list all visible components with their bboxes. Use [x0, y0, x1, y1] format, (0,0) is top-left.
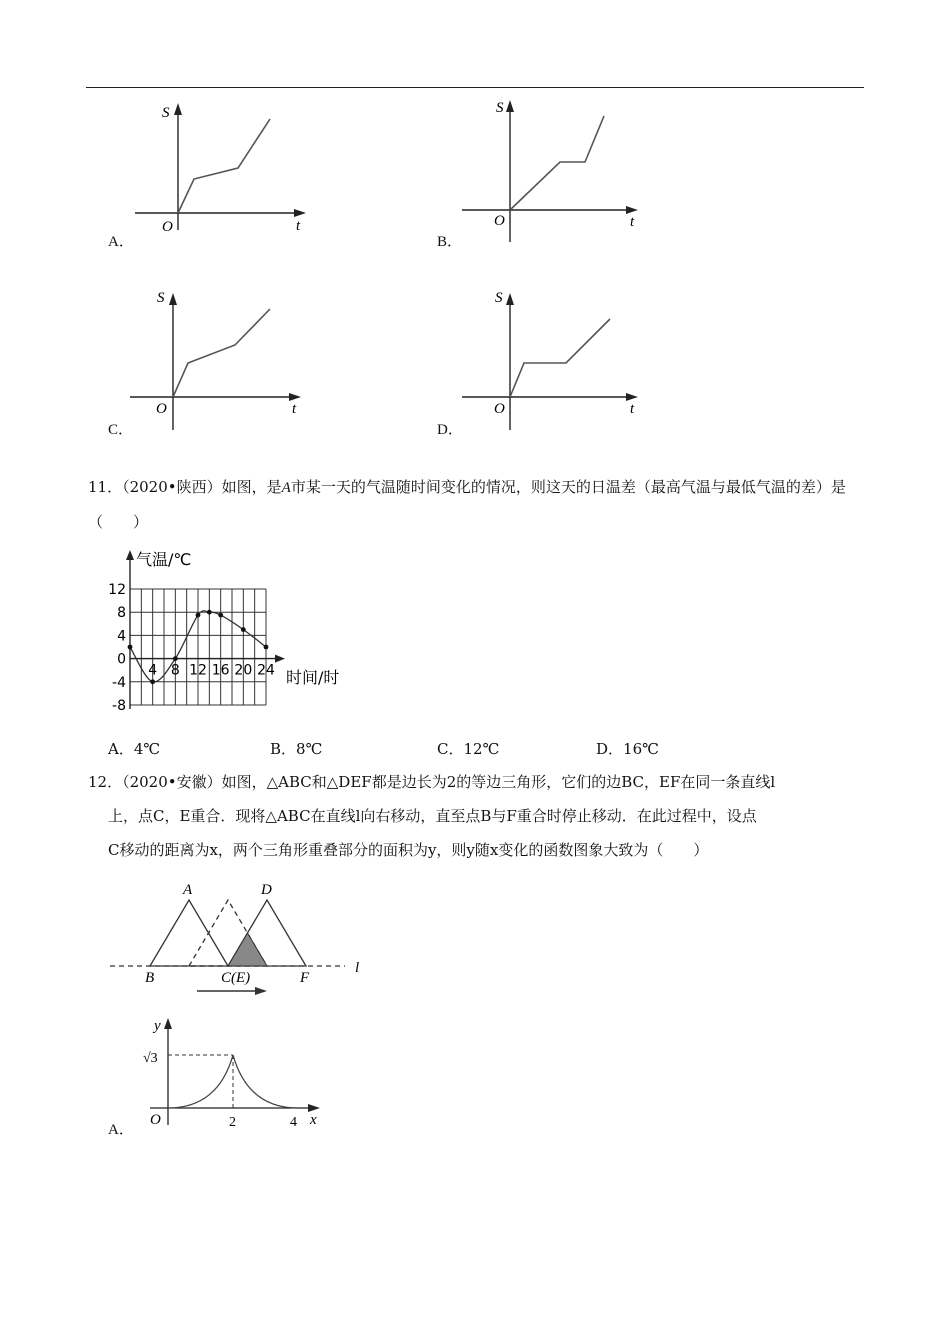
- option-b-label[interactable]: B．: [437, 234, 463, 250]
- s-axis-label: S: [162, 105, 170, 121]
- x-tick-label: 8: [170, 662, 180, 679]
- option-d-graph: [440, 285, 670, 435]
- x-tick-label: 12: [189, 662, 207, 679]
- option-a-label[interactable]: A．: [108, 234, 134, 250]
- y-tick-label: -8: [112, 698, 126, 714]
- y-axis-label: 气温/℃: [136, 550, 192, 569]
- data-point: [196, 613, 201, 618]
- x-tick-label: 24: [257, 662, 275, 679]
- option-a-graph: [110, 95, 340, 255]
- question-11: [88, 470, 848, 539]
- x-tick-label: 4: [148, 662, 158, 679]
- question-12: [88, 765, 848, 867]
- question-number: 12．: [88, 773, 123, 791]
- y-tick-labels: [108, 582, 126, 714]
- point-ce-label: C(E): [221, 970, 251, 986]
- data-point: [241, 627, 246, 632]
- point-d-label: D: [261, 882, 272, 898]
- point-f-label: F: [300, 970, 310, 986]
- header-rule: [86, 87, 864, 88]
- option-b-graph: [440, 92, 670, 252]
- question-source: （2020•陕西）: [122, 478, 222, 496]
- x-tick-4: 4: [290, 1115, 297, 1130]
- answer-b[interactable]: B．8℃: [270, 740, 323, 758]
- t-axis-label: t: [630, 401, 635, 417]
- origin-label: O: [494, 401, 505, 417]
- chart-axes: [126, 550, 285, 709]
- y-axis-label: y: [154, 1018, 161, 1034]
- y-tick-label: 12: [108, 582, 126, 598]
- chart-grid: [130, 589, 266, 705]
- point-a-label: A: [183, 882, 193, 898]
- y-tick-label: 4: [117, 628, 126, 645]
- temperature-chart: [100, 545, 360, 725]
- origin-label: O: [162, 219, 173, 235]
- sqrt3-label: √3: [143, 1051, 158, 1066]
- option-d-label[interactable]: D．: [437, 422, 463, 438]
- t-axis-label: t: [296, 218, 301, 234]
- point-b-label: B: [145, 970, 155, 986]
- x-axis-arrow: [275, 655, 285, 663]
- question-text: 如图，是: [221, 478, 282, 496]
- y-tick-label: -4: [112, 674, 126, 691]
- question-12-line-3: C移动的距离为x，两个三角形重叠部分的面积为y，则y随x变化的函数图象大致为（ ）: [108, 841, 709, 859]
- y-tick-label: 0: [117, 651, 126, 668]
- question-12-line-2: 上，点C，E重合．现将△ABC在直线l向右移动，直至点B与F重合时停止移动．在此过程中，设点: [108, 807, 757, 825]
- t-axis-label: t: [630, 214, 635, 230]
- x-tick-label: 16: [211, 662, 230, 679]
- question-12-line-1: [88, 765, 848, 799]
- x-tick-label: 20: [234, 662, 253, 679]
- data-point: [173, 656, 178, 661]
- x-axis-label: x: [310, 1112, 317, 1128]
- place-variable: A: [281, 480, 291, 496]
- question-source: （2020•安徽）: [122, 773, 222, 791]
- answer-c[interactable]: C．12℃: [437, 740, 500, 758]
- data-point: [218, 613, 223, 618]
- option-c-label[interactable]: C．: [108, 422, 134, 438]
- t-axis-label: t: [292, 401, 297, 417]
- y-axis-arrow: [126, 550, 134, 560]
- origin-label: O: [494, 213, 505, 229]
- q12-option-a-label[interactable]: A．: [108, 1122, 134, 1138]
- triangles-figure: [105, 878, 385, 1003]
- s-axis-label: S: [496, 100, 504, 116]
- origin-label: O: [156, 401, 167, 417]
- y-tick-label: 8: [117, 605, 126, 622]
- question-text: 市某一天的气温随时间变化的情况，则这天的日温差（最高气温与最低气温的差）是（ ）: [88, 478, 846, 531]
- s-axis-label: S: [495, 290, 503, 306]
- x-tick-2: 2: [229, 1115, 236, 1130]
- s-axis-label: S: [157, 290, 165, 306]
- data-point: [128, 645, 133, 650]
- question-number: 11．: [88, 478, 123, 496]
- origin-label: O: [150, 1112, 161, 1128]
- data-point: [150, 679, 155, 684]
- answer-d[interactable]: D．16℃: [596, 740, 659, 758]
- answer-a[interactable]: A．4℃: [108, 740, 161, 758]
- option-a-function-graph: [130, 1010, 330, 1135]
- data-point: [207, 610, 212, 615]
- question-text: 如图，△ABC和△DEF都是边长为2的等边三角形，它们的边BC，EF在同一条直线l: [221, 773, 776, 791]
- line-l-label: l: [355, 960, 360, 976]
- option-c-graph: [110, 285, 340, 435]
- x-axis-label: 时间/时: [286, 668, 340, 687]
- data-point: [264, 645, 269, 650]
